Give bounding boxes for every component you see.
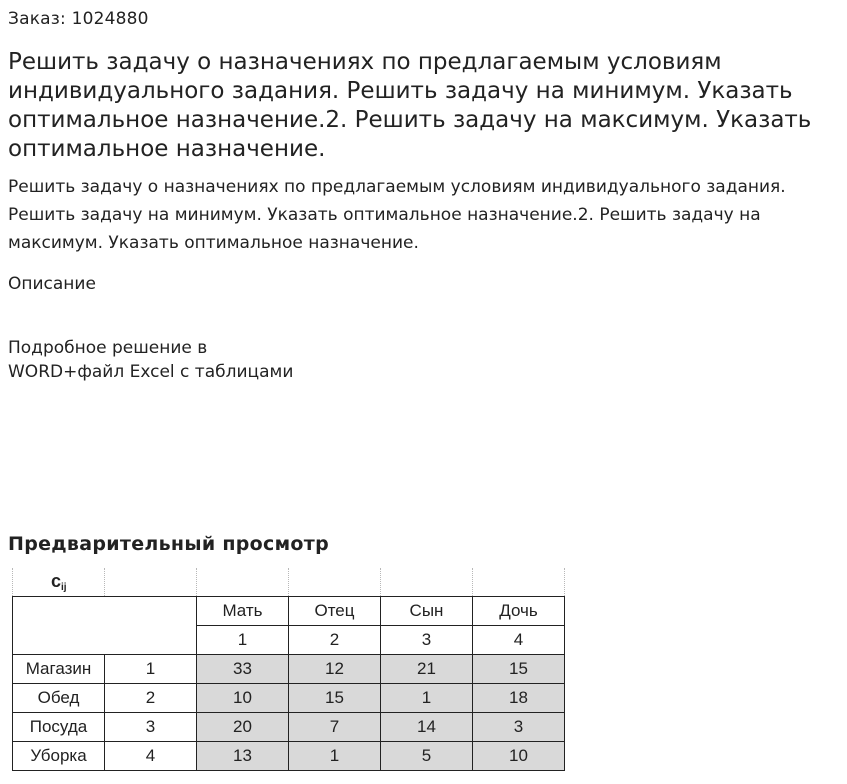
table-cell: 33 [197, 655, 289, 684]
column-header: Дочь [473, 597, 565, 626]
solution-details-line-1: Подробное решение в [8, 338, 208, 358]
table-cell: 7 [289, 713, 381, 742]
column-number: 1 [197, 626, 289, 655]
column-header: Отец [289, 597, 381, 626]
row-name: Уборка [13, 742, 105, 771]
table-cell: 13 [197, 742, 289, 771]
table-cell: 15 [289, 684, 381, 713]
table-cell: 18 [473, 684, 565, 713]
table-cell: 5 [381, 742, 473, 771]
order-number: Заказ: 1024880 [8, 9, 149, 29]
task-description: Решить задачу о назначениях по предлагаемым условиям индивидуального задания. Решить задачу на минимум. Указать оптимальное назначение.2. Решить задачу на максимум. Указать оптимальное назначение. [8, 177, 786, 253]
table-cell: 20 [197, 713, 289, 742]
table-cell: 15 [473, 655, 565, 684]
table-corner-row [13, 568, 565, 597]
row-name: Обед [13, 684, 105, 713]
table-header-blank [13, 597, 197, 655]
solution-details-line-2: WORD+файл Excel с таблицами [8, 362, 294, 382]
table-row [13, 655, 565, 684]
table-row [13, 713, 565, 742]
column-header: Мать [197, 597, 289, 626]
solution-details [8, 336, 368, 384]
table-cell: 14 [381, 713, 473, 742]
preview-heading: Предварительный просмотр [8, 533, 329, 555]
table-corner-label: $c_{ij}$ [13, 568, 105, 597]
row-number: 3 [105, 713, 197, 742]
table-header-row [13, 597, 565, 626]
column-number: 3 [381, 626, 473, 655]
page-title: Решить задачу о назначениях по предлагаемым условиям индивидуального задания. Решить задачу на минимум. Указать оптимальное назначение.2. Решить задачу на максимум. Указать оптимальное назначение. [8, 49, 812, 162]
column-number: 4 [473, 626, 565, 655]
row-name: Посуда [13, 713, 105, 742]
row-number: 2 [105, 684, 197, 713]
row-number: 1 [105, 655, 197, 684]
column-number: 2 [289, 626, 381, 655]
table-cell: 10 [197, 684, 289, 713]
table-cell: 1 [289, 742, 381, 771]
table-row [13, 742, 565, 771]
table-cell: 12 [289, 655, 381, 684]
row-number: 4 [105, 742, 197, 771]
table-cell: 21 [381, 655, 473, 684]
table-cell: 3 [473, 713, 565, 742]
table-cell: 10 [473, 742, 565, 771]
row-name: Магазин [13, 655, 105, 684]
table-row [13, 684, 565, 713]
column-header: Сын [381, 597, 473, 626]
preview-table [12, 568, 565, 771]
table-cell: 1 [381, 684, 473, 713]
description-label: Описание [8, 274, 96, 294]
